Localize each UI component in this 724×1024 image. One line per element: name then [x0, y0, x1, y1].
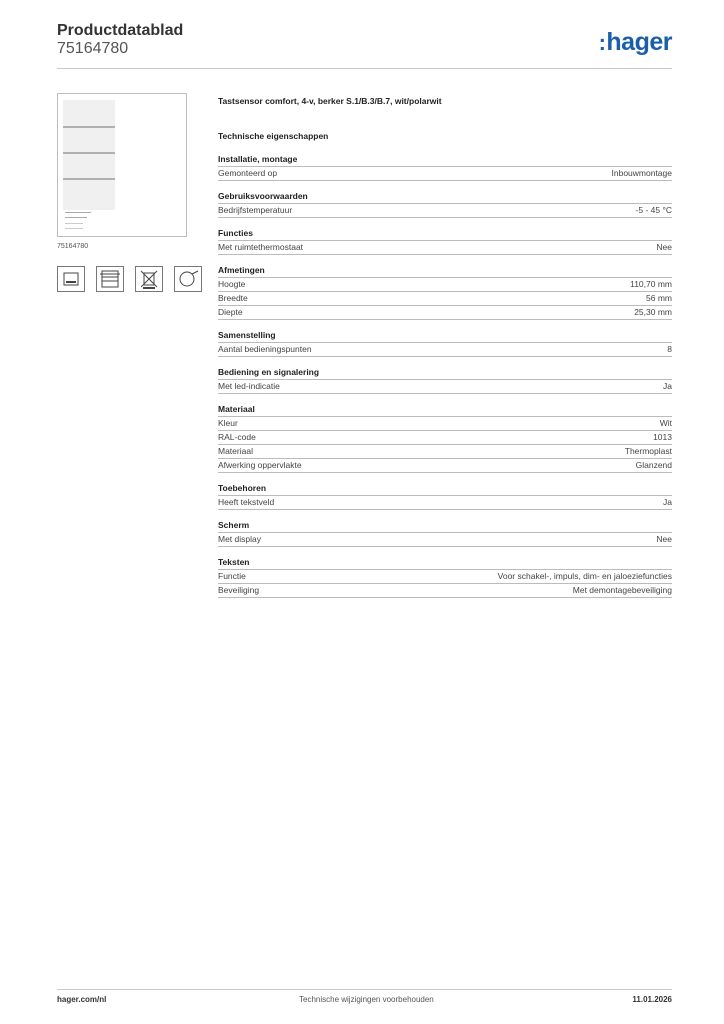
- spec-row: [218, 167, 672, 181]
- spec-label: Beveiliging: [218, 585, 260, 595]
- footer-date: 11.01.2026: [632, 995, 672, 1004]
- spec-row: [218, 496, 672, 510]
- footer-website[interactable]: hager.com/nl: [57, 995, 107, 1004]
- spec-value: Met demontagebeveiliging: [572, 585, 672, 595]
- device-illustration: [63, 100, 115, 210]
- footer-disclaimer: Technische wijzigingen voorbehouden: [299, 995, 434, 1004]
- spec-label: RAL-code: [218, 432, 256, 442]
- section-title: Gebruiksvoorwaarden: [218, 190, 672, 204]
- flush-mount-icon: [57, 266, 85, 292]
- spec-label: Breedte: [218, 293, 248, 303]
- spec-label: Heeft tekstveld: [218, 497, 275, 507]
- spec-label: Bedrijfstemperatuur: [218, 205, 293, 215]
- section-title: Toebehoren: [218, 482, 672, 496]
- header-divider: [57, 68, 672, 69]
- spec-label: Aantal bedieningspunten: [218, 344, 312, 354]
- product-number: 75164780: [57, 40, 129, 57]
- spec-section: [218, 366, 672, 394]
- spec-value: 110,70 mm: [630, 279, 672, 289]
- halogen-free-icon: [174, 266, 202, 292]
- spec-value: Ja: [663, 497, 672, 507]
- page-title: Productdatablad: [57, 22, 184, 39]
- section-title: Samenstelling: [218, 329, 672, 343]
- tech-heading: Technische eigenschappen: [218, 131, 329, 141]
- section-title: Installatie, montage: [218, 153, 672, 167]
- spec-row: [218, 241, 672, 255]
- spec-value: -5 - 45 °C: [635, 205, 672, 215]
- hager-logo: :hager: [598, 28, 672, 56]
- spec-row: [218, 570, 672, 584]
- spec-row: [218, 445, 672, 459]
- spec-value: Inbouwmontage: [611, 168, 672, 178]
- section-title: Functies: [218, 227, 672, 241]
- spec-value: Wit: [659, 418, 672, 428]
- spec-section: [218, 329, 672, 357]
- spec-table: [218, 153, 672, 607]
- terminal-icon: [96, 266, 124, 292]
- spec-row: [218, 417, 672, 431]
- spec-row: [218, 380, 672, 394]
- spec-row: [218, 204, 672, 218]
- spec-label: Gemonteerd op: [218, 168, 278, 178]
- spec-row: [218, 343, 672, 357]
- spec-section: [218, 190, 672, 218]
- image-caption: 75164780: [57, 243, 89, 250]
- spec-row: [218, 459, 672, 473]
- spec-value: 8: [667, 344, 672, 354]
- spec-value: 25,30 mm: [634, 307, 672, 317]
- spec-value: Ja: [663, 381, 672, 391]
- product-name: Tastsensor comfort, 4-v, berker S.1/B.3/B.7, wit/polarwit: [218, 96, 442, 106]
- spec-row: [218, 584, 672, 598]
- spec-section: [218, 519, 672, 547]
- spec-section: [218, 227, 672, 255]
- spec-section: [218, 403, 672, 473]
- spec-section: [218, 556, 672, 598]
- product-image: [57, 93, 187, 237]
- spec-label: Met ruimtethermostaat: [218, 242, 304, 252]
- spec-label: Afwerking oppervlakte: [218, 460, 302, 470]
- spec-row: [218, 533, 672, 547]
- spec-value: Glanzend: [635, 460, 672, 470]
- spec-label: Functie: [218, 571, 246, 581]
- spec-row: [218, 278, 672, 292]
- spec-row: [218, 292, 672, 306]
- section-title: Teksten: [218, 556, 672, 570]
- spec-value: Voor schakel-, impuls, dim- en jaloeziefuncties: [497, 571, 672, 581]
- spec-section: [218, 264, 672, 320]
- spec-row: [218, 431, 672, 445]
- weee-bin-icon: [135, 266, 163, 292]
- spec-row: [218, 306, 672, 320]
- spec-value: Thermoplast: [624, 446, 672, 456]
- spec-label: Hoogte: [218, 279, 246, 289]
- spec-label: Met display: [218, 534, 261, 544]
- spec-value: Nee: [656, 242, 672, 252]
- spec-label: Kleur: [218, 418, 238, 428]
- spec-value: 1013: [653, 432, 672, 442]
- section-title: Scherm: [218, 519, 672, 533]
- spec-section: [218, 153, 672, 181]
- spec-value: Nee: [656, 534, 672, 544]
- spec-label: Diepte: [218, 307, 243, 317]
- section-title: Bediening en signalering: [218, 366, 672, 380]
- spec-value: 56 mm: [646, 293, 672, 303]
- spec-label: Materiaal: [218, 446, 253, 456]
- footer-divider: [57, 989, 672, 990]
- spec-section: [218, 482, 672, 510]
- spec-label: Met led-indicatie: [218, 381, 280, 391]
- section-title: Afmetingen: [218, 264, 672, 278]
- section-title: Materiaal: [218, 403, 672, 417]
